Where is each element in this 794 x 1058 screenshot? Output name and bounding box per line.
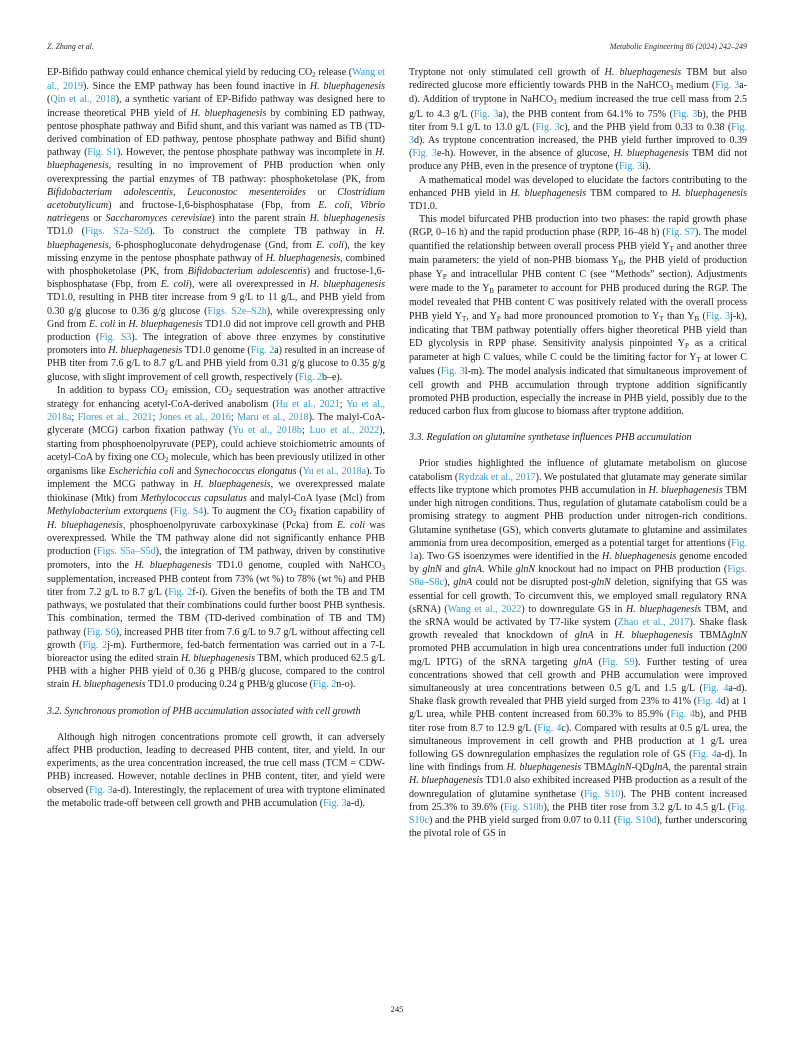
citation-link[interactable]: Yu et al., 2018a <box>302 466 367 478</box>
article-body <box>47 66 747 840</box>
text-run: H. bluephagenesis <box>506 762 582 774</box>
citation-link[interactable]: Rydzak et al., 2017 <box>458 471 536 483</box>
text-run: , the parental strain <box>668 762 747 774</box>
text-run: ). To implement the MCG pathway in <box>47 466 385 491</box>
page-footer <box>0 1004 794 1014</box>
text-run: ( <box>699 310 706 322</box>
text-run: in <box>115 318 129 330</box>
text-run: H. bluephagenesis <box>265 252 341 264</box>
text-run: , we overexpressed malate thiokinase (Mtk) from <box>47 479 385 504</box>
section-heading <box>47 705 385 718</box>
text-run: TBM but also redirected glucose more efficiently towards PHB in the NaHCO <box>409 67 747 92</box>
text-run: P <box>496 314 501 323</box>
text-run: P <box>684 342 689 351</box>
text-run: 2 <box>164 388 168 397</box>
text-run: E. coli <box>160 279 189 291</box>
text-run: , 6-phosphogluconate dehydrogenase (Gnd, from <box>108 239 317 251</box>
text-run: a-d). Addition of tryptone in NaHCO <box>409 80 748 106</box>
text-run: T <box>696 356 701 365</box>
text-run: supplementation, increased PHB content from 73% (wt %) to 78% (wt %) and PHB titer from 7.2 g/L to 8.7 g/L ( <box>47 573 385 598</box>
text-run: TD1.0 genome ( <box>182 345 251 357</box>
text-run: promoted PHB accumulation in high urea concentrations under full induction (200 mg/L IPTG) of the sRNA targeting <box>409 643 747 668</box>
text-run: fixation capability of <box>296 505 385 517</box>
text-run: ), increased PHB titer from 7.6 g/L to 9.7 g/L without affecting cell growth ( <box>47 626 385 651</box>
text-run: B <box>618 258 624 267</box>
text-run: release ( <box>315 67 353 78</box>
text-run: . While <box>482 564 516 576</box>
text-run: H. bluephagenesis <box>626 603 702 615</box>
citation-link[interactable]: Fig. 3 <box>409 121 748 147</box>
text-run: H. bluephagenesis <box>409 775 484 787</box>
citation-link[interactable]: Fig. 3 <box>535 121 560 133</box>
text-run: TBMΔ <box>692 630 728 642</box>
citation-link[interactable]: Fig. S9 <box>602 656 635 668</box>
text-run: a), the PHB content from 64.1% to 75% ( <box>498 108 673 120</box>
text-run: than Y <box>663 310 695 322</box>
text-run: E. coli <box>318 200 350 212</box>
citation-link[interactable]: Wang et al., 2019 <box>47 67 385 93</box>
paragraph <box>409 213 747 418</box>
text-run: T <box>669 244 674 253</box>
text-run: H. bluephagenesis <box>47 519 123 531</box>
text-run: i). <box>642 161 651 173</box>
text-run: and intracellular PHB content C (see “Methods” section). Adjustments were made to the Y <box>409 269 747 295</box>
text-run: ) to downregulate GS in <box>521 603 627 615</box>
text-run: TD1.0. <box>409 201 438 213</box>
text-run: ( <box>296 466 303 478</box>
text-run: sequestration was another attractive strategy for enhancing acetyl-CoA-derived anabolism ( <box>47 384 386 411</box>
text-run: TD1.0, resulting in PHB titer increase from 9 g/L to 11 g/L, and PHB yield from 0.30 g/g glucose to 0.36 g/g glucose ( <box>47 292 385 317</box>
citation-link[interactable]: Fig. 4 <box>692 748 717 760</box>
text-run: Clostridium acetobutylicum <box>47 186 385 212</box>
text-run: j-m). Furthermore, fed-batch fermentation was carried out in a 7-L bioreactor using the edited strain <box>47 639 385 664</box>
text-run: A mathematical model was developed to elucidate the factors contributing to the enhanced PHB yield in <box>409 174 747 199</box>
citation-link[interactable]: Fig. 2 <box>298 371 322 383</box>
citation-link[interactable]: Flores et al., 2021 <box>77 412 153 424</box>
text-run: H. bluephagenesis <box>309 81 385 93</box>
citation-link[interactable]: Fig. S1 <box>87 147 117 159</box>
text-run: E. coli <box>336 519 365 531</box>
citation-link[interactable]: Fig. S3 <box>99 332 132 344</box>
citation-link[interactable]: Fig. S10 <box>584 788 621 800</box>
text-run: Tryptone not only stimulated cell growth of <box>409 67 605 78</box>
text-run: ), the integration of TM pathway, driven by constitutive promoters, into the <box>47 546 385 571</box>
text-run: glnA <box>649 762 669 774</box>
citation-link[interactable]: Fig. 3 <box>618 161 643 173</box>
text-run: H. bluephagenesis <box>108 345 183 357</box>
text-run: This model bifurcated PHB production into two phases: the rapid growth phase (RGP, 0–16 h) and the rapid production phase (RPP, 16–48 h) ( <box>409 214 747 239</box>
text-run: c), and the PHB yield from 0.33 to 0.38 ( <box>559 121 732 133</box>
text-run: Methylobacterium extorquens <box>47 505 168 517</box>
text-run: Although high nitrogen concentrations promote cell growth, it can adversely affect PHB production, leading to decreased PHB content, titer, and yield. In our experiments, as the urea concentration increased, the true cell mass (TCM = CDW-PHB) increased. However, notable declines in PHB content, titer, and yield were observed ( <box>47 731 385 796</box>
paragraph <box>409 457 747 840</box>
text-run: ). The model quantified the relationship between overall process PHB yield Y <box>409 227 747 252</box>
text-run: in <box>593 630 615 642</box>
text-run: glnA <box>453 577 473 589</box>
citation-link[interactable]: Qin et al., 2018 <box>50 94 116 106</box>
text-run: ) and fructose-1,6-bisphosphatase (Fbp, from <box>108 200 319 212</box>
text-run: H. bluephagenesis <box>613 148 689 160</box>
text-run: a-d). Shake flask growth revealed that PHB yield surged from 23% to 41% ( <box>409 682 748 708</box>
citation-link[interactable]: Maru et al., 2018 <box>237 412 309 424</box>
text-run: d) at 1 g/L urea, while PHB content increased from 60.3% to 85.9% ( <box>409 696 747 721</box>
citation-link[interactable]: Fig. 3 <box>440 366 465 378</box>
text-run: ), <box>444 577 454 589</box>
text-run: P <box>442 273 447 282</box>
text-run: TD1.0 ( <box>47 226 85 238</box>
text-run: a) resulted in an increase of PHB titer from 7.6 g/L to 8.7 g/L and PHB yield from 0.31 g/g glucose to 0.35 g/g glucose, with slight improvement of cell growth, respectively ( <box>47 345 385 383</box>
text-run: Prior studies highlighted the influence of glutamate metabolism on glucose catabolism ( <box>409 458 747 483</box>
text-run: H. bluephagenesis <box>601 550 677 562</box>
citation-link[interactable]: Fig. 2 <box>168 586 193 598</box>
text-run: Methylococcus capsulatus <box>140 492 247 504</box>
text-run: ). Since the EMP pathway has been found inactive in <box>82 81 310 93</box>
citation-link[interactable]: Fig. S6 <box>86 626 116 638</box>
citation-link[interactable]: Fig. S10d <box>617 814 657 826</box>
text-run: H. bluephagenesis <box>47 147 385 172</box>
citation-link[interactable]: Fig. 4 <box>537 722 562 734</box>
text-run: Leuconostoc mesenteroides <box>186 186 306 198</box>
text-run: l-m). The model analysis indicated that simultaneous improvement of cell growth and PHB accumulation through tryptone addition significantly promoted PHB production, especially the increase in PHB yield, possibly due to the reduced carbon flux from glucose to biomass after tryptone addition. <box>409 366 747 418</box>
text-run: molecule, which has been previously utilized in other organisms like <box>47 451 386 478</box>
text-run: Bifidobacterium adolescentis <box>187 266 307 278</box>
text-run: 3.3. Regulation on glutamine synthetase influences PHB accumulation <box>409 432 692 444</box>
text-run: ). Shake flask growth revealed that knockdown of <box>409 616 747 642</box>
text-run: b), the PHB titer from 9.1 g/L to 13.0 g/L ( <box>409 108 748 133</box>
right-column <box>409 66 747 840</box>
citation-link[interactable]: Fig. 2 <box>250 345 275 357</box>
text-run: glnA <box>574 630 594 642</box>
text-run: glnN <box>612 762 632 774</box>
text-run: had more pronounced promotion to Y <box>500 310 660 322</box>
citation-link[interactable]: Fig. 3 <box>672 108 698 120</box>
text-run: ). To augment the CO <box>203 505 293 517</box>
text-run: ) and the PHB yield surged from 0.07 to 0.11 ( <box>429 814 618 826</box>
text-run: TBMΔ <box>581 762 613 774</box>
text-run: TBM, which produced 62.5 g/L PHB with a higher PHB yield of 0.36 g PHB/g glucose, compared to the control strain <box>47 652 385 691</box>
text-run: or <box>89 213 106 225</box>
text-run: H. bluephagenesis <box>181 652 255 664</box>
text-run: ), were all overexpressed in <box>188 279 310 291</box>
text-run: H. bluephagenesis <box>128 318 203 330</box>
text-run: ), starting from phosphoenolpyruvate (PEP), could achieve stoichiometric amounts of acetyl-CoA by fixing one CO <box>47 425 386 463</box>
text-run: H. bluephagenesis <box>134 559 212 571</box>
left-column <box>47 66 385 840</box>
text-run: and <box>441 564 464 576</box>
text-run: , combined with phosphoketolase (PK, from <box>47 252 385 278</box>
text-run: ). The PHB content increased from 25.3% to 39.6% ( <box>409 788 748 813</box>
text-run: b–e). <box>321 371 343 383</box>
text-run: TBM compared to <box>586 187 672 199</box>
text-run: ), the PHB titer rose from 3.2 g/L to 4.5 g/L ( <box>543 801 732 813</box>
text-run: a-d). Interestingly, the replacement of urea with tryptone eliminated the metabolic trade-off between cell growth and PHB accumulation ( <box>47 784 385 809</box>
paragraph <box>409 174 747 214</box>
citation-link[interactable]: Yu et al., 2018b <box>232 425 302 437</box>
text-run: as a critical parameter at high C values, while C could be the limiting factor for Y <box>409 338 747 364</box>
text-run: E. coli <box>316 239 344 251</box>
text-run: n-o). <box>336 679 356 691</box>
text-run: b), and PHB titer rose from 8.7 to 12.9 g/L ( <box>409 709 747 734</box>
citation-link[interactable]: Fig. 3 <box>473 108 499 120</box>
citation-link[interactable]: Jones et al., 2016 <box>158 412 231 424</box>
text-run: T <box>659 314 664 323</box>
text-run: ). However, the pentose phosphate pathway was incomplete in <box>117 147 376 159</box>
text-run: and malyl-CoA lyase (Mcl) from <box>246 492 386 504</box>
text-run: ( <box>167 505 174 517</box>
text-run: B <box>694 314 700 323</box>
text-run: ). Further testing of urea concentrations showed that cell growth and PHB accumulation were improved simultaneously at urea concentrations between 0.5 g/L and 1.5 g/L ( <box>409 656 747 694</box>
text-run: 3 <box>381 563 385 572</box>
text-run: emission, CO <box>167 384 229 396</box>
paragraph <box>409 66 747 174</box>
text-run: H. bluephagenesis <box>614 630 693 642</box>
text-run: medium ( <box>673 80 716 92</box>
text-run: H. bluephagenesis <box>193 479 271 491</box>
citation-link[interactable]: Fig. 3 <box>705 310 731 322</box>
citation-link[interactable]: Fig. 4 <box>702 682 729 694</box>
text-run: ), further underscoring the pivotal role of GS in <box>409 814 748 840</box>
running-head <box>47 42 747 51</box>
text-run: was overexpressed. While the TM pathway alone did not significantly enhance PHB production ( <box>47 519 385 558</box>
text-run: medium increased the true cell mass from 2.5 g/L to 4.3 g/L ( <box>409 94 747 120</box>
citation-link[interactable]: Fig. S10c <box>409 801 748 826</box>
text-run: Synechococcus elongatus <box>194 466 297 478</box>
text-run: TD1.0 genome, coupled with NaHCO <box>211 559 382 571</box>
text-run: H. bluephagenesis <box>47 226 385 251</box>
citation-link[interactable]: Fig. 4 <box>670 709 695 721</box>
text-run: ). The integration of above three enzymes by constitutive promoters into <box>47 332 386 357</box>
text-run: 3 <box>553 98 557 107</box>
text-run: 2 <box>228 388 233 397</box>
text-run: H. bluephagenesis <box>604 67 682 78</box>
text-run: ; <box>71 412 78 424</box>
text-run: e-h). However, in the absence of glucose, <box>436 148 614 160</box>
text-run: or <box>305 186 338 198</box>
citation-link[interactable]: Fig. 4 <box>697 696 721 708</box>
paragraph <box>47 384 385 692</box>
text-run: j-k), indicating that TBM pathway potentially offers higher theoretical PHB yield than ED glycolysis in RPP phase. Sensitivity analysis pinpointed Y <box>409 310 747 350</box>
page-number: 245 <box>390 1004 404 1014</box>
text-run: parameter to account for PHB produced during the RGP. The model revealed that PHB content C was positively related with the overall process PHB yield Y <box>409 283 747 322</box>
text-run: T <box>462 314 467 323</box>
text-run: and <box>174 466 195 478</box>
text-run: H. bluephagenesis <box>510 187 587 199</box>
text-run: c). Compared with results at 0.5 g/L urea, the simultaneous improvement in cell growth and PHB production at 1 g/L urea following GS downregulation emphasizes the regulation role of GS ( <box>409 722 748 760</box>
text-run: glnN <box>591 577 611 589</box>
citation-link[interactable]: Hu et al., 2021 <box>275 399 340 411</box>
text-run: ), a synthetic variant of EP-Bifido pathway was designed here to increase theoretical PHB yield of <box>47 94 386 119</box>
text-run: Bifidobacterium adolescentis <box>47 186 173 198</box>
text-run: E. coli <box>89 318 116 330</box>
text-run: , phosphoenolpyruvate carboxykinase (Pcka) from <box>122 519 337 531</box>
text-run: TBM under high nitrogen conditions. Thus, regulation of glutamate catabolism could be a promising strategy to augment PHB production under nitrogen-rich conditions. Glutamine synthetase (GS), which converts glutamate to glutamine and assimilates ammonia from urea decomposition, emerged as a potential target for attentions ( <box>409 484 747 549</box>
text-run: TD1.0 did not improve cell growth and PHB production ( <box>47 318 385 344</box>
text-run: 3.2. Synchronous promotion of PHB accumulation associated with cell growth <box>47 705 361 717</box>
text-run: glnA <box>573 656 593 668</box>
paragraph <box>47 731 385 810</box>
citation-link[interactable]: Fig. 2 <box>82 639 108 651</box>
text-run: -QD <box>631 762 650 774</box>
citation-link[interactable]: Yu et al., 2018a <box>47 399 385 424</box>
text-run: ), the key missing enzyme in the pentose phosphate pathway of <box>47 239 385 264</box>
citation-link[interactable]: Figs. S2a–S2d <box>84 226 150 238</box>
citation-link[interactable]: Fig. S4 <box>173 505 204 517</box>
running-journal-citation: Metabolic Engineering 86 (2024) 242–249 <box>609 42 747 51</box>
text-run: knockout had no impact on PHB production ( <box>535 564 728 576</box>
text-run: ) and fructose-1,6-bisphosphatase (Fbp, from <box>47 266 385 291</box>
text-run: deletion, signifying that GS was essential for cell growth. To circumvent this, we employed small regulatory RNA (sRNA) ( <box>409 577 747 615</box>
paragraph <box>47 66 385 384</box>
text-run: ; <box>301 425 310 437</box>
text-run: H. bluephagenesis <box>648 484 723 496</box>
text-run: , <box>172 186 187 198</box>
text-run: Vibrio natriegens <box>47 200 385 225</box>
text-run: ). The malyl-CoA-glycerate (MCG) carbon fixation pathway ( <box>47 412 386 437</box>
text-run: TBM did not produce any PHB, even in the presence of tryptone ( <box>409 148 747 173</box>
citation-link[interactable]: Luo et al., 2022 <box>309 425 380 437</box>
citation-link[interactable]: Figs. S2e–S2h <box>207 305 267 317</box>
text-run: TD1.0 also exhibited increased PHB production as a result of the downregulation of glutamine synthetase ( <box>409 775 747 800</box>
text-run: ), while overexpressing only Gnd from <box>47 305 385 330</box>
text-run: 2 <box>312 71 316 79</box>
text-run: genome encoded by <box>409 550 747 576</box>
text-run: H. bluephagenesis <box>190 107 267 119</box>
text-run: 2 <box>292 509 297 518</box>
citation-link[interactable]: Fig. 2 <box>312 679 337 691</box>
citation-link[interactable]: Zhao et al., 2017 <box>617 616 690 628</box>
text-run: 3 <box>669 84 674 93</box>
text-run: B <box>489 287 495 296</box>
text-run: ; <box>230 412 238 424</box>
text-run: d). As tryptone concentration increased, the PHB yield further improved to 0.39 ( <box>409 135 747 160</box>
text-run: H. bluephagenesis <box>309 279 385 291</box>
citation-link[interactable]: Fig. 3 <box>89 784 113 796</box>
citation-link[interactable]: Wang et al., 2022 <box>447 603 522 615</box>
citation-link[interactable]: Fig. 3 <box>412 148 437 160</box>
text-run: a-d). In line with findings from <box>409 748 747 774</box>
citation-link[interactable]: Fig. 3 <box>715 80 740 92</box>
text-run: Saccharomyces cerevisiae <box>105 213 212 225</box>
text-run: , and Y <box>466 310 497 322</box>
text-run: ; <box>152 412 159 424</box>
running-author: Z. Zhang et al. <box>47 42 94 51</box>
text-run: a). Two GS isoenzymes were identified in the <box>414 550 602 562</box>
text-run: a-d). <box>346 797 366 809</box>
text-run: at lower C values ( <box>409 352 748 378</box>
text-run: 2 <box>164 455 169 464</box>
text-run: TD1.0 producing 0.24 g PHB/g glucose ( <box>145 679 313 691</box>
text-run: , <box>349 200 361 212</box>
text-run: glnN <box>727 630 748 642</box>
text-run: ). To construct the complete TB pathway in <box>149 226 376 238</box>
text-run: Escherichia coli <box>108 466 175 478</box>
text-run: , the PHB yield of production phase Y <box>409 254 747 281</box>
text-run: ; <box>339 399 347 411</box>
text-run: In addition to bypass CO <box>57 384 165 396</box>
text-run: , resulting in no improvement of PHB production when only overexpressing the partial enzymes of TB pathway: phosphoketolase (PK, from <box>47 160 385 185</box>
citation-link[interactable]: Fig. S10b <box>503 801 544 813</box>
text-run: ( <box>47 94 51 106</box>
text-run: could not be disrupted post- <box>472 577 592 589</box>
text-run: and another three main parameters: the yield of non-PHB biomass Y <box>409 240 747 266</box>
citation-link[interactable]: Figs. S5a–S5d <box>97 546 156 558</box>
text-run: EP-Bifido pathway could enhance chemical yield by reducing CO <box>47 67 313 78</box>
citation-link[interactable]: Fig. S7 <box>665 227 696 239</box>
text-run: by combining ED pathway, pentose phosphate pathway and Bifid shunt, and this variant was named as TB (TD-derived combination of ED pathway, pentose phosphate pathway and Bifid shunt) pathway ( <box>47 107 385 159</box>
text-run: glnN <box>422 564 442 576</box>
section-heading <box>409 431 747 444</box>
text-run: H. bluephagenesis <box>309 213 385 225</box>
text-run: TBM, and the sRNA would be activated by T7-like system ( <box>409 603 747 628</box>
text-run: glnA <box>463 564 482 576</box>
text-run: ). We postulated that glutamate may generate similar effects like tryptone which promotes PHB accumulation in <box>409 471 748 496</box>
text-run: ) into the parent strain <box>211 213 310 225</box>
citation-link[interactable]: Fig. 1 <box>409 537 747 562</box>
text-run: glnN <box>515 564 536 576</box>
text-run: H. bluephagenesis <box>671 187 747 199</box>
citation-link[interactable]: Figs. S8a–S8c <box>409 564 747 589</box>
citation-link[interactable]: Fig. 3 <box>323 797 347 809</box>
text-run: f-i). Given the benefits of both the TB and TM pathways, we postulated that their combinations could further boost PHB synthesis. This combination, termed the TBM (TD-derived combination of TB and TM) pathway ( <box>47 586 386 638</box>
text-run: H. bluephagenesis <box>71 679 146 691</box>
text-run: ( <box>592 656 602 668</box>
